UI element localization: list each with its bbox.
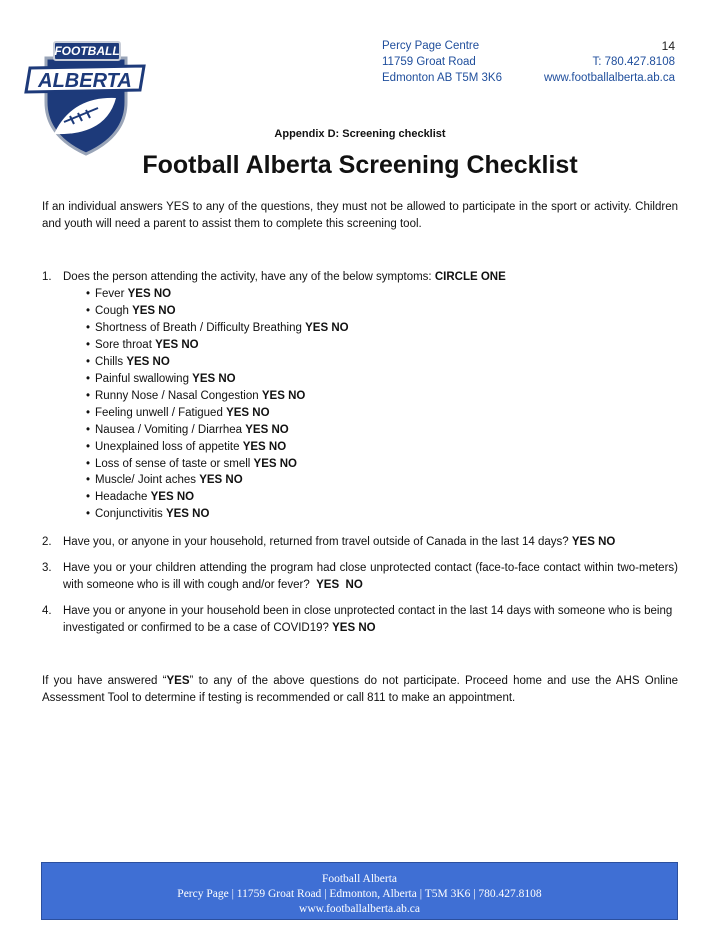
yes-no-answer: YES NO [245,423,289,436]
symptom-list [86,286,349,523]
question-2 [42,534,678,551]
intro-paragraph: If an individual answers YES to any of the questions, they must not be allowed to participate in the sport or activity. Children and youth will need a parent to assist them to complete this screening tool. [42,201,678,230]
question-text [63,560,678,594]
yes-no-answer: YES NO [150,491,195,504]
symptom-item [86,320,349,337]
question-2-text: Have you, or anyone in your household, returned from travel outside of Canada in the last 14 days? [63,536,569,548]
circle-one-label: CIRCLE ONE [434,271,506,283]
yes-no-answer: YES NO [126,355,170,368]
page-number: 14 [661,39,675,53]
closing-yes: YES [166,675,190,687]
question-4-text: Have you or anyone in your household been in close unprotected contact in the last 14 days with someone who is being investigated or confirmed to be a case of COVID19? [63,605,673,634]
symptom-item [86,371,349,388]
question-4 [42,603,678,637]
footer-address: Percy Page | 11759 Groat Road | Edmonton, Alberta | T5M 3K6 | 780.427.8108 [177,888,542,900]
bullet-icon: • [86,372,91,385]
bullet-icon: • [86,474,91,487]
symptom-label: Fever [95,288,125,300]
bullet-icon: • [86,508,91,521]
question-text [63,603,678,637]
footer-org: Football Alberta [321,873,398,885]
footer-banner [41,862,678,920]
question-number: 2. [42,536,52,548]
logo-line2: ALBERTA [38,70,132,92]
question-3-text: Have you or your children attending the program had close unprotected contact (face-to-face contact within two-meters) with someone who is ill with cough and/or fever? [63,562,678,591]
symptom-item [86,422,349,439]
yes-no-answer: YES NO [199,474,243,487]
appendix-label: Appendix D: Screening checklist [274,128,446,140]
bullet-icon: • [86,288,91,300]
yes-no-answer: YES NO [127,288,172,300]
address-line: 11759 Groat Road [382,56,476,68]
symptom-label: Loss of sense of taste or smell [95,457,251,470]
closing-pre: If you have answered “ [42,675,167,687]
symptom-item [86,472,349,489]
symptom-label: Painful swallowing [95,372,189,385]
bullet-icon: • [86,321,91,334]
symptom-item [86,439,349,456]
yes-no-answer: YES NO [332,622,376,634]
page-title: Football Alberta Screening Checklist [142,151,578,179]
closing-paragraph [42,673,678,707]
address-line: Percy Page Centre [382,40,480,52]
symptom-item [86,456,349,473]
header-website[interactable]: www.footballalberta.ab.ca [543,72,675,84]
footer-website[interactable]: www.footballalberta.ab.ca [299,903,420,915]
yes-no-answer: YES NO [316,579,363,591]
yes-no-answer: YES NO [253,457,297,470]
question-text [63,269,678,286]
symptom-item [86,303,349,320]
bullet-icon: • [86,355,91,368]
yes-no-answer: YES NO [132,304,176,317]
question-number: 1. [42,271,52,283]
yes-no-answer: YES NO [261,389,306,402]
symptom-label: Conjunctivitis [95,508,163,521]
yes-no-answer: YES NO [226,406,270,419]
question-text [63,534,678,551]
yes-no-answer: YES NO [192,372,236,385]
bullet-icon: • [86,440,91,453]
yes-no-answer: YES NO [165,508,210,521]
bullet-icon: • [86,389,91,402]
symptom-label: Cough [95,304,129,317]
symptom-label: Unexplained loss of appetite [95,440,240,453]
yes-no-answer: YES NO [242,440,287,453]
symptom-label: Runny Nose / Nasal Congestion [95,389,259,402]
bullet-icon: • [86,491,91,504]
question-1 [42,269,678,286]
yes-no-answer: YES NO [305,321,349,334]
symptom-label: Feeling unwell / Fatigued [95,406,223,419]
symptom-label: Sore throat [95,338,152,351]
bullet-icon: • [86,457,91,470]
header-address [382,38,502,86]
symptom-label: Muscle/ Joint aches [95,474,196,487]
question-1-text: Does the person attending the activity, have any of the below symptoms: [63,271,432,283]
header-contact [544,38,675,86]
question-number: 4. [42,605,52,617]
symptom-label: Shortness of Breath / Difficulty Breathing [95,321,302,334]
symptom-item [86,506,349,523]
question-number: 3. [42,562,52,574]
symptom-item [86,337,349,354]
symptom-label: Chills [95,355,124,368]
header-phone: T: 780.427.8108 [592,56,675,68]
symptom-item [86,405,349,422]
symptom-label: Nausea / Vomiting / Diarrhea [95,423,243,436]
symptom-item [86,489,349,506]
bullet-icon: • [86,423,91,436]
closing-post: ” to any of the above questions do not participate. Proceed home and use the AHS Online Assessment Tool to determine if testing is recommended or call 811 to make an appointment. [42,675,679,704]
logo-line1: FOOTBALL [54,44,120,58]
bullet-icon: • [86,406,91,419]
symptom-label: Headache [95,491,148,504]
question-3 [42,560,678,594]
yes-no-answer: YES NO [155,338,199,351]
address-line: Edmonton AB T5M 3K6 [382,72,502,84]
symptom-item [86,354,349,371]
bullet-icon: • [86,338,91,351]
yes-no-answer: YES NO [571,536,616,548]
symptom-item [86,388,349,405]
bullet-icon: • [86,304,91,317]
symptom-item [86,286,349,303]
